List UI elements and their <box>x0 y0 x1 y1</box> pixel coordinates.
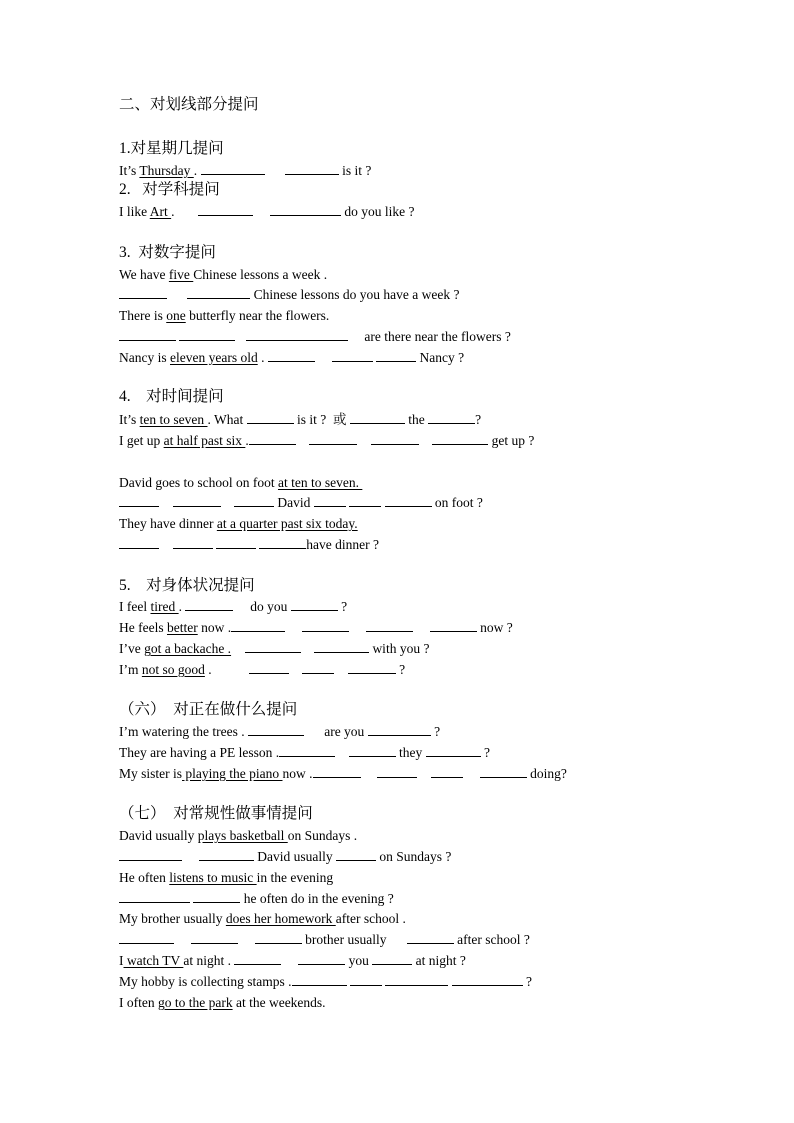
answer-blank[interactable] <box>173 536 213 549</box>
question-line: It’s ten to seven . What is it ? 或 the ? <box>119 412 482 427</box>
answer-blank[interactable] <box>270 203 341 216</box>
answer-line: Chinese lessons do you have a week ? <box>119 286 459 303</box>
answer-blank[interactable] <box>350 411 405 424</box>
answer-blank[interactable] <box>179 328 235 341</box>
section-heading-present-progressive: （六） 对正在做什么提问 <box>119 701 298 718</box>
answer-blank[interactable] <box>366 619 413 632</box>
question-line: There is one butterfly near the flowers. <box>119 308 330 323</box>
answer-blank[interactable] <box>119 890 190 903</box>
section-title: 二、对划线部分提问 <box>119 96 259 113</box>
question-line: He often listens to music in the evening <box>119 870 334 885</box>
section-heading-weekday: 1.对星期几提问 <box>119 140 224 157</box>
answer-blank[interactable] <box>255 931 302 944</box>
question-line: David usually plays basketball on Sundays . <box>119 828 358 843</box>
question-line: I often go to the park at the weekends. <box>119 995 326 1010</box>
answer-blank[interactable] <box>372 952 412 965</box>
answer-blank[interactable] <box>199 848 254 861</box>
answer-line: have dinner ? <box>119 536 379 553</box>
question-line: We have five Chinese lessons a week . <box>119 267 328 282</box>
answer-blank[interactable] <box>248 723 304 736</box>
answer-blank[interactable] <box>249 661 289 674</box>
answer-blank[interactable] <box>349 494 381 507</box>
answer-blank[interactable] <box>377 765 417 778</box>
answer-blank[interactable] <box>119 536 159 549</box>
answer-blank[interactable] <box>376 349 416 362</box>
question-line: I feel tired . do you ? <box>119 599 348 614</box>
answer-blank[interactable] <box>432 432 488 445</box>
answer-line: he often do in the evening ? <box>119 890 394 907</box>
answer-blank[interactable] <box>480 765 527 778</box>
answer-blank[interactable] <box>368 723 431 736</box>
answer-blank[interactable] <box>430 619 477 632</box>
answer-blank[interactable] <box>332 349 373 362</box>
question-line: I like Art . do you like ? <box>119 204 415 219</box>
answer-blank[interactable] <box>119 328 176 341</box>
answer-blank[interactable] <box>431 765 463 778</box>
answer-blank[interactable] <box>119 494 159 507</box>
answer-blank[interactable] <box>198 203 253 216</box>
answer-blank[interactable] <box>231 619 285 632</box>
answer-blank[interactable] <box>187 286 250 299</box>
answer-blank[interactable] <box>385 973 448 986</box>
answer-line: David usually on Sundays ? <box>119 848 451 865</box>
answer-blank[interactable] <box>249 432 296 445</box>
answer-blank[interactable] <box>247 411 294 424</box>
answer-blank[interactable] <box>336 848 376 861</box>
answer-blank[interactable] <box>348 661 396 674</box>
answer-blank[interactable] <box>350 973 382 986</box>
answer-blank[interactable] <box>216 536 256 549</box>
section-heading-health: 5. 对身体状况提问 <box>119 577 255 594</box>
answer-blank[interactable] <box>292 973 347 986</box>
question-line: They are having a PE lesson . they ? <box>119 745 490 760</box>
answer-blank[interactable] <box>314 494 346 507</box>
answer-blank[interactable] <box>268 349 315 362</box>
question-line: My hobby is collecting stamps . ? <box>119 974 532 989</box>
answer-blank[interactable] <box>246 328 348 341</box>
answer-blank[interactable] <box>407 931 454 944</box>
answer-blank[interactable] <box>245 640 301 653</box>
question-line: I watch TV at night . you at night ? <box>119 953 466 968</box>
answer-blank[interactable] <box>428 411 475 424</box>
question-line: He feels better now . now ? <box>119 620 513 635</box>
question-line: I’ve got a backache . with you ? <box>119 641 430 656</box>
question-line: They have dinner at a quarter past six today. <box>119 516 358 531</box>
question-line: It’s Thursday . is it ? <box>119 163 372 178</box>
answer-blank[interactable] <box>201 162 265 175</box>
answer-blank[interactable] <box>385 494 432 507</box>
question-line: My brother usually does her homework after school . <box>119 911 406 926</box>
answer-blank[interactable] <box>119 848 182 861</box>
answer-blank[interactable] <box>302 619 349 632</box>
answer-blank[interactable] <box>426 744 481 757</box>
answer-blank[interactable] <box>191 931 238 944</box>
answer-blank[interactable] <box>119 286 167 299</box>
section-heading-subject: 2. 对学科提问 <box>119 181 220 198</box>
question-line: Nancy is eleven years old . Nancy ? <box>119 350 465 365</box>
answer-blank[interactable] <box>371 432 419 445</box>
answer-blank[interactable] <box>119 931 174 944</box>
answer-blank[interactable] <box>234 494 274 507</box>
answer-blank[interactable] <box>173 494 221 507</box>
answer-blank[interactable] <box>291 598 338 611</box>
answer-line: David on foot ? <box>119 494 483 511</box>
question-line: My sister is playing the piano now . doing? <box>119 766 567 781</box>
answer-blank[interactable] <box>309 432 357 445</box>
section-heading-number: 3. 对数字提问 <box>119 244 216 261</box>
answer-blank[interactable] <box>185 598 233 611</box>
question-line: I’m not so good . ? <box>119 662 406 677</box>
answer-blank[interactable] <box>234 952 281 965</box>
answer-blank[interactable] <box>452 973 523 986</box>
answer-blank[interactable] <box>349 744 396 757</box>
section-heading-time: 4. 对时间提问 <box>119 388 224 405</box>
question-line: I get up at half past six . get up ? <box>119 433 535 448</box>
question-line: David goes to school on foot at ten to seven. <box>119 475 363 490</box>
answer-blank[interactable] <box>285 162 339 175</box>
answer-blank[interactable] <box>259 536 306 549</box>
answer-line: brother usually after school ? <box>119 931 530 948</box>
answer-blank[interactable] <box>193 890 240 903</box>
answer-blank[interactable] <box>279 744 335 757</box>
answer-line: are there near the flowers ? <box>119 328 511 345</box>
answer-blank[interactable] <box>314 640 369 653</box>
section-heading-routine: （七） 对常规性做事情提问 <box>119 805 313 822</box>
answer-blank[interactable] <box>313 765 361 778</box>
answer-blank[interactable] <box>302 661 334 674</box>
question-line: I’m watering the trees . are you ? <box>119 724 441 739</box>
answer-blank[interactable] <box>298 952 345 965</box>
